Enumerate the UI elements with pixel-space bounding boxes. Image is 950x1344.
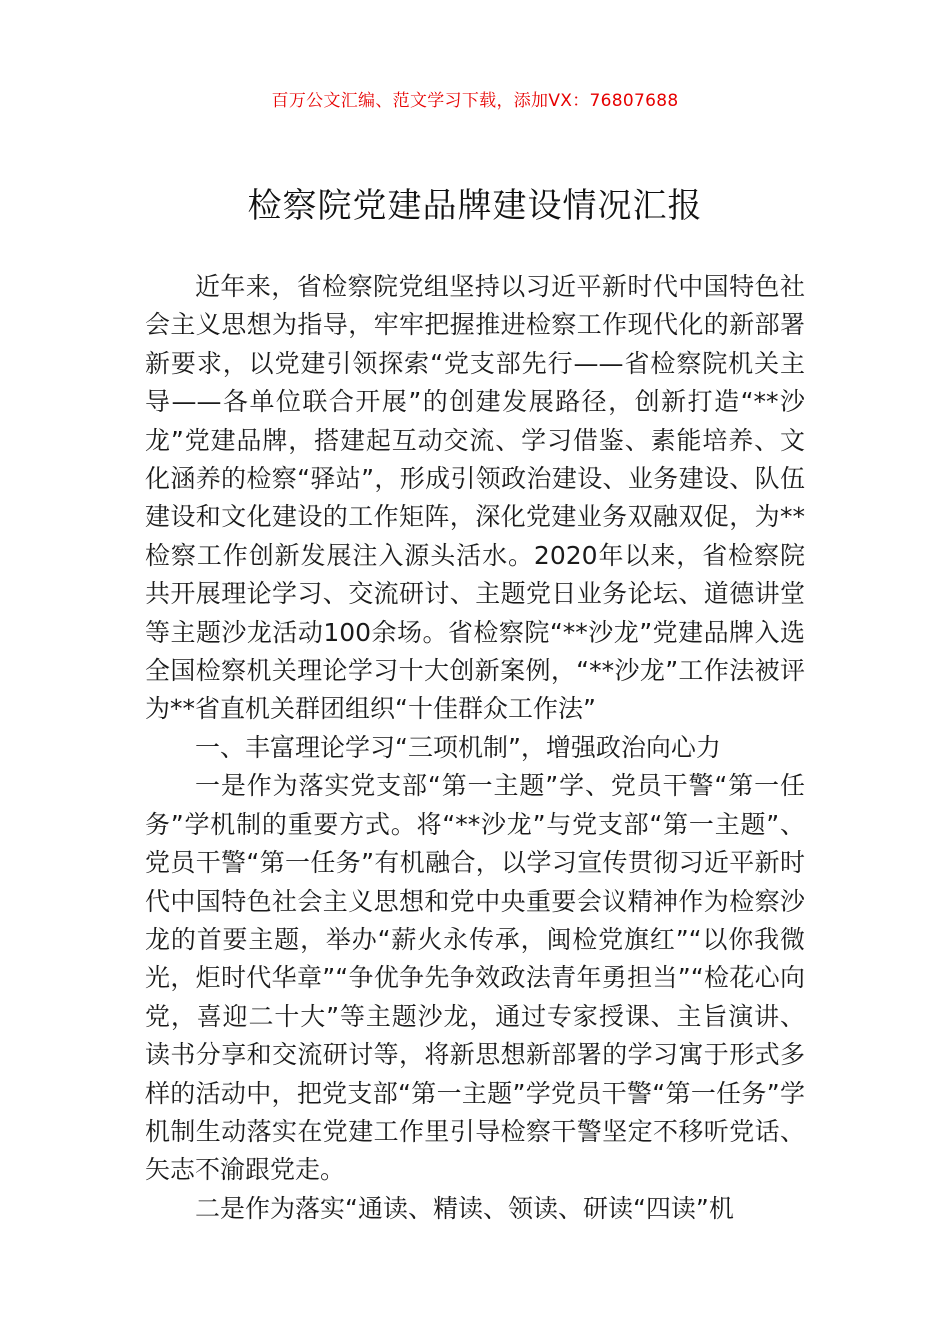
document-body [145,268,805,1228]
paragraph-point-2: 二是作为落实“通读、精读、领读、研读“四读”机 [195,1193,734,1223]
header-note: 百万公文汇编、范文学习下载，添加VX：76807688 [271,91,679,111]
paragraph-intro: 近年来，省检察院党组坚持以习近平新时代中国特色社会主义思想为指导，牢牢把握推进检察工作现代化的新部署新要求，以党建引领探索“党支部先行——省检察院机关主导——各单位联合开展”的创建发展路径，创新打造“**沙龙”党建品牌，搭建起互动交流、学习借鉴、素能培养、文化涵养的检察“驿站”，形成引领政治建设、业务建设、队伍建设和文化建设的工作矩阵，深化党建业务双融双促，为**检察工作创新发展注入源头活水。2020年以来，省检察院共开展理论学习、交流研讨、主题党日业务论坛、道德讲堂等主题沙龙活动100余场。省检察院“**沙龙”党建品牌入选全国检察机关理论学习十大创新案例，“**沙龙”工作法被评为**省直机关群团组织“十佳群众工作法” [145,272,805,724]
section-heading-1: 一、丰富理论学习“三项机制”，增强政治向心力 [195,732,721,762]
page-title: 检察院党建品牌建设情况汇报 [247,186,703,226]
paragraph-point-1: 一是作为落实党支部“第一主题”学、党员干警“第一任务”学机制的重要方式。将“**沙龙”与党支部“第一主题”、党员干警“第一任务”有机融合，以学习宣传贯彻习近平新时代中国特色社会主义思想和党中央重要会议精神作为检察沙龙的首要主题，举办“薪火永传承，闽检党旗红”“以你我微光，炬时代华章”“争优争先争效政法青年勇担当”“检花心向党，喜迎二十大”等主题沙龙，通过专家授课、主旨演讲、读书分享和交流研讨等，将新思想新部署的学习寓于形式多样的活动中，把党支部“第一主题”学党员干警“第一任务”学机制生动落实在党建工作里引导检察干警坚定不移听党话、矢志不渝跟党走。 [145,771,805,1185]
